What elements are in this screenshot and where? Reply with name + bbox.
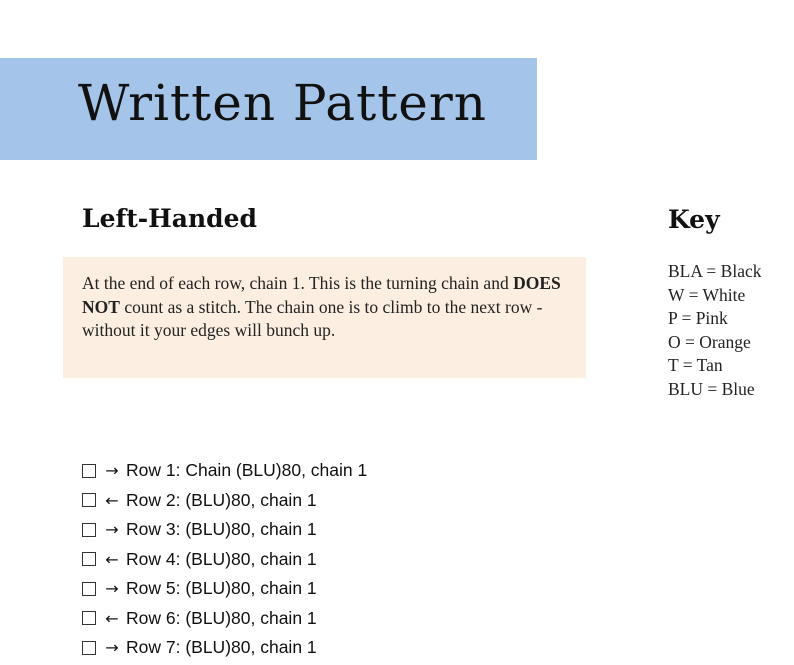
key-item-p: P = Pink — [668, 308, 728, 329]
row-item — [82, 486, 367, 516]
arrow-left-icon: ← — [105, 490, 119, 510]
key-item-o: O = Orange — [668, 331, 751, 352]
arrow-left-icon: ← — [105, 549, 119, 569]
section-heading: Left-Handed — [82, 204, 258, 233]
note-text-before: At the end of each row, chain 1. This is the turning chain and — [82, 273, 514, 293]
arrow-right-icon: → — [105, 638, 119, 658]
row-checkbox[interactable] — [82, 611, 96, 625]
row-item — [82, 633, 367, 663]
color-key-list — [668, 260, 761, 402]
row-checkbox[interactable] — [82, 641, 96, 655]
row-checklist — [82, 456, 367, 663]
row-checkbox[interactable] — [82, 464, 96, 478]
row-checkbox[interactable] — [82, 523, 96, 537]
arrow-right-icon: → — [105, 520, 119, 540]
row-text: Row 6: (BLU)80, chain 1 — [126, 607, 317, 628]
page-title: Written Pattern — [78, 74, 487, 132]
row-text: Row 2: (BLU)80, chain 1 — [126, 489, 317, 510]
row-text: Row 1: Chain (BLU)80, chain 1 — [126, 460, 368, 481]
row-text: Row 5: (BLU)80, chain 1 — [126, 578, 317, 599]
row-checkbox[interactable] — [82, 552, 96, 566]
row-item — [82, 604, 367, 634]
key-item-w: W = White — [668, 284, 746, 305]
key-item-bla: BLA = Black — [668, 261, 762, 281]
turning-chain-note — [63, 257, 586, 378]
row-checkbox[interactable] — [82, 582, 96, 596]
row-text: Row 3: (BLU)80, chain 1 — [126, 519, 317, 540]
arrow-left-icon: ← — [105, 608, 119, 628]
row-checkbox[interactable] — [82, 493, 96, 507]
note-emphasis: DOES NOT — [82, 273, 561, 317]
row-text: Row 4: (BLU)80, chain 1 — [126, 548, 317, 569]
row-item — [82, 574, 367, 604]
row-item — [82, 456, 367, 486]
key-item-t: T = Tan — [668, 355, 723, 376]
key-heading: Key — [668, 205, 720, 234]
row-item — [82, 545, 367, 575]
arrow-right-icon: → — [105, 461, 119, 481]
row-item — [82, 515, 367, 545]
arrow-right-icon: → — [105, 579, 119, 599]
key-item-blu: BLU = Blue — [668, 378, 755, 399]
row-text: Row 7: (BLU)80, chain 1 — [126, 637, 317, 658]
note-text-after: count as a stitch. The chain one is to climb to the next row - without it your edges will bunch up. — [82, 296, 543, 340]
